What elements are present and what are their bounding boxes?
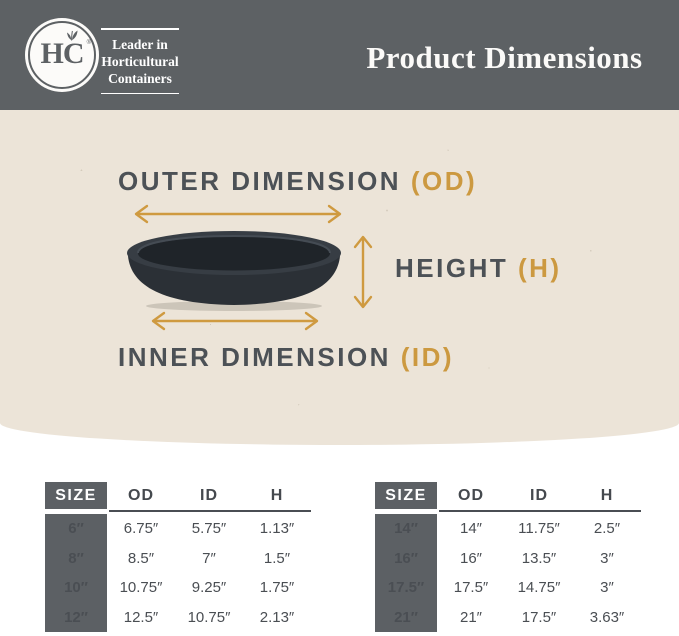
value-cell: 1.13″	[259, 520, 295, 537]
value-cell: 17.5″	[453, 579, 489, 596]
table-header-row	[375, 482, 641, 509]
h-column-header: H	[600, 487, 614, 504]
tagline-line-2: Horticultural	[101, 53, 179, 69]
table-header-row	[45, 482, 311, 509]
value-cell: 10.75″	[187, 608, 231, 626]
value-cell: 3″	[600, 579, 614, 596]
size-cell: 14″	[375, 514, 437, 544]
value-cell: 3.63″	[589, 608, 625, 626]
size-cell: 8″	[45, 544, 107, 574]
value-cell: 10.75″	[119, 579, 163, 596]
table-row	[375, 514, 641, 544]
size-cell: 21″	[375, 603, 437, 633]
outer-dimension-label	[118, 166, 477, 197]
value-cell: 14.75″	[517, 579, 561, 596]
inner-dimension-arrow	[150, 310, 320, 332]
saucer-image	[123, 228, 345, 314]
table-row	[375, 544, 641, 574]
tagline-line-3: Containers	[108, 70, 172, 86]
value-cell: 8.5″	[127, 549, 155, 567]
table-row	[375, 603, 641, 633]
value-cell: 2.5″	[593, 520, 621, 537]
value-cell: 12.5″	[123, 608, 159, 626]
dimensions-table-small-sizes	[45, 482, 311, 632]
value-cell: 11.75″	[518, 520, 560, 537]
value-cell: 7″	[202, 549, 216, 567]
brand-logo	[25, 18, 99, 92]
table-row	[45, 544, 311, 574]
value-cell: 9.25″	[191, 579, 227, 596]
header-divider-line	[109, 510, 311, 512]
table-body	[375, 514, 641, 632]
table-body	[45, 514, 311, 632]
size-cell: 10″	[45, 573, 107, 603]
diagram-section	[0, 110, 679, 445]
header-divider-line	[439, 510, 641, 512]
tagline-line-1: Leader in	[112, 36, 168, 52]
od-column-header: OD	[458, 487, 484, 504]
brand-tagline	[100, 28, 180, 94]
value-cell: 17.5″	[521, 608, 557, 626]
size-cell: 17.5″	[375, 573, 437, 603]
page-title: Product Dimensions	[366, 40, 643, 75]
h-column-header: H	[270, 487, 284, 504]
height-arrow	[351, 234, 375, 310]
value-cell: 1.5″	[263, 549, 291, 567]
size-cell: 12″	[45, 603, 107, 633]
value-cell: 3″	[600, 549, 614, 567]
outer-dimension-arrow	[133, 203, 343, 225]
value-cell: 16″	[460, 549, 482, 567]
table-row	[45, 514, 311, 544]
size-cell: 6″	[45, 514, 107, 544]
header-bar	[0, 0, 679, 110]
value-cell: 13.5″	[521, 549, 557, 567]
size-cell: 16″	[375, 544, 437, 574]
leaf-sprout-icon	[64, 27, 80, 41]
inner-dimension-text: INNER DIMENSION	[118, 342, 391, 372]
value-cell: 5.75″	[191, 520, 227, 537]
size-column-header: SIZE	[375, 482, 437, 509]
registered-trademark: ®	[86, 40, 91, 46]
value-cell: 2.13″	[259, 608, 295, 626]
tagline-rule-bottom	[101, 93, 179, 95]
height-text: HEIGHT	[395, 253, 509, 283]
table-row	[375, 573, 641, 603]
od-column-header: OD	[128, 487, 154, 504]
value-cell: 21″	[460, 608, 482, 626]
id-column-header: ID	[530, 487, 548, 504]
value-cell: 1.75″	[259, 579, 295, 596]
size-column-header: SIZE	[45, 482, 107, 509]
table-row	[45, 573, 311, 603]
logo-monogram: HC	[40, 37, 84, 70]
outer-dimension-abbrev: (OD)	[410, 166, 478, 196]
tagline-rule-top	[101, 28, 179, 30]
id-column-header: ID	[200, 487, 218, 504]
dimensions-table-large-sizes	[375, 482, 641, 632]
outer-dimension-text: OUTER DIMENSION	[118, 166, 402, 196]
height-abbrev: (H)	[517, 253, 562, 283]
table-row	[45, 603, 311, 633]
value-cell: 14″	[460, 520, 482, 537]
value-cell: 6.75″	[123, 520, 159, 537]
inner-dimension-label	[118, 342, 454, 373]
inner-dimension-abbrev: (ID)	[400, 342, 455, 372]
height-label	[395, 253, 562, 284]
